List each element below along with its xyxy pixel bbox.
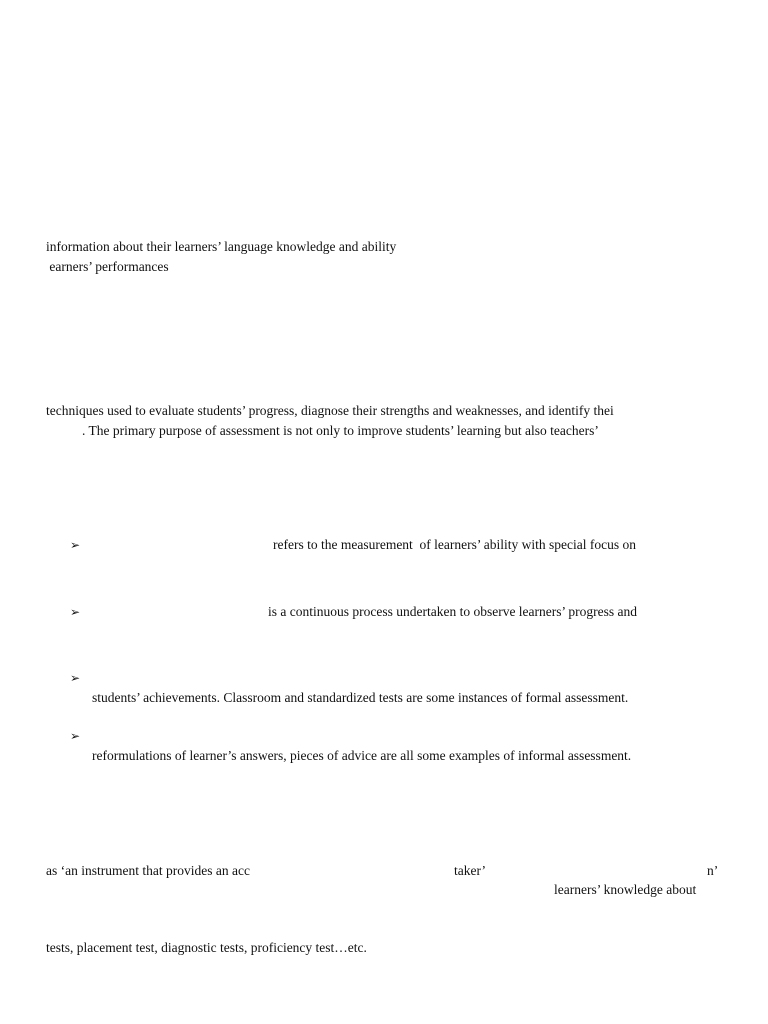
para3-seg3: n’ <box>707 863 719 878</box>
para3-seg2: taker’ <box>454 863 486 878</box>
bullet2-text: is a continuous process undertaken to observe learners’ progress and <box>268 604 638 619</box>
bullet-arrow-icon: ➢ <box>70 729 81 743</box>
para2-line2: . The primary purpose of assessment is not only to improve students’ learning but also teachers’ <box>82 423 599 438</box>
bullet-arrow-icon: ➢ <box>70 671 81 685</box>
bullet-arrow-icon: ➢ <box>70 538 81 552</box>
bullet4-text: reformulations of learner’s answers, pieces of advice are all some examples of informal assessment. <box>92 748 632 763</box>
bullet3-text: students’ achievements. Classroom and standardized tests are some instances of formal assessment. <box>92 690 629 705</box>
para3-line2: learners’ knowledge about <box>554 882 697 897</box>
para2-line1: techniques used to evaluate students’ progress, diagnose their strengths and weaknesses, and identify thei <box>46 403 614 418</box>
para1-line2: earners’ performances <box>46 259 169 274</box>
bullet1-text: refers to the measurement of learners’ ability with special focus on <box>273 537 636 552</box>
bullet-arrow-icon: ➢ <box>70 605 81 619</box>
para1-line1: information about their learners’ language knowledge and ability <box>46 239 397 254</box>
para4-line1: tests, placement test, diagnostic tests, proficiency test…etc. <box>46 940 367 955</box>
para3-seg1: as ‘an instrument that provides an acc <box>46 863 250 878</box>
